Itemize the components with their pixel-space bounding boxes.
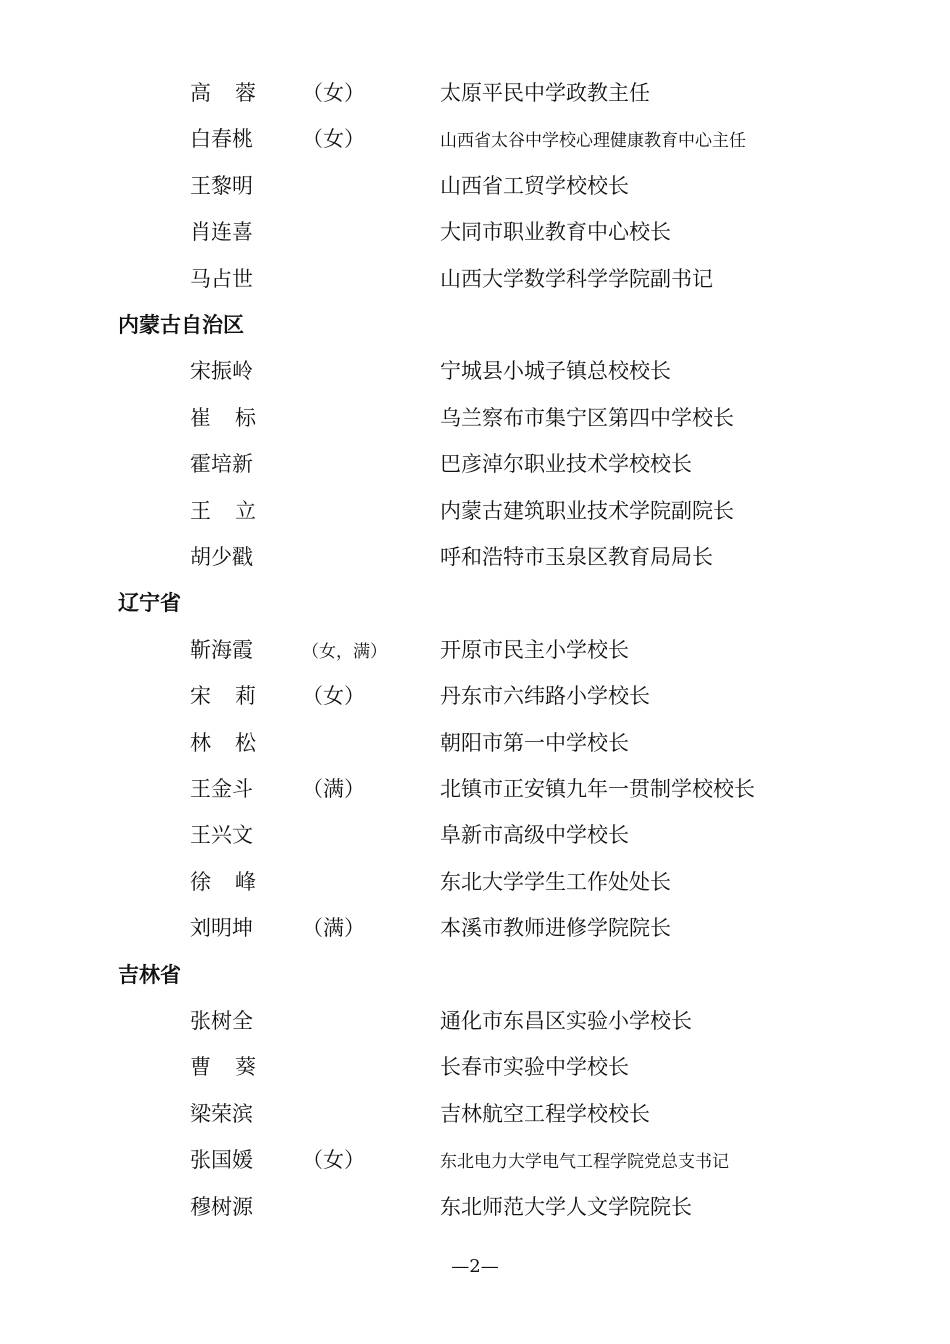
person-row <box>0 403 950 443</box>
person-row <box>0 449 950 489</box>
person-note: （女） <box>302 1148 365 1173</box>
person-row <box>0 1052 950 1092</box>
province-heading: 辽宁省 <box>118 591 181 616</box>
person-name: 肖连喜 <box>190 220 253 245</box>
person-title: 北镇市正安镇九年一贯制学校校长 <box>440 777 755 801</box>
person-row <box>0 217 950 257</box>
person-name: 高蓉 <box>190 81 256 105</box>
person-title: 长春市实验中学校长 <box>440 1055 629 1080</box>
person-name: 宋振岭 <box>190 359 253 384</box>
person-title: 丹东市六纬路小学校长 <box>440 684 650 709</box>
person-note: （女） <box>302 684 365 709</box>
person-title: 山西省工贸学校校长 <box>440 173 629 198</box>
person-name: 靳海霞 <box>190 637 253 662</box>
person-title: 开原市民主小学校长 <box>440 637 629 662</box>
person-title: 呼和浩特市玉泉区教育局局长 <box>440 545 713 569</box>
person-title: 内蒙古建筑职业技术学院副院长 <box>440 498 734 523</box>
person-row <box>0 1192 950 1232</box>
person-name: 王金斗 <box>190 777 253 801</box>
person-note: （满） <box>302 916 365 941</box>
person-row <box>0 496 950 536</box>
person-title: 通化市东昌区实验小学校长 <box>440 1009 692 1033</box>
person-note: （女） <box>302 81 365 105</box>
person-name: 刘明坤 <box>190 916 253 941</box>
province-heading: 吉林省 <box>118 962 181 987</box>
person-row <box>0 78 950 118</box>
person-name: 曹葵 <box>190 1055 256 1080</box>
person-title: 大同市职业教育中心校长 <box>440 220 671 245</box>
person-row <box>0 728 950 768</box>
person-row <box>0 867 950 907</box>
person-title: 乌兰察布市集宁区第四中学校长 <box>440 405 734 430</box>
person-row <box>0 635 950 675</box>
person-title: 巴彦淖尔职业技术学校校长 <box>440 452 692 477</box>
person-title: 阜新市高级中学校长 <box>440 823 629 848</box>
person-title: 朝阳市第一中学校长 <box>440 730 629 755</box>
person-row <box>0 820 950 860</box>
person-row <box>0 264 950 304</box>
person-title: 东北电力大学电气工程学院党总支书记 <box>440 1152 729 1173</box>
person-title: 本溪市教师进修学院院长 <box>440 916 671 941</box>
person-note: （女） <box>302 127 365 152</box>
person-note: （女，满） <box>302 641 387 662</box>
person-name: 林松 <box>190 730 256 755</box>
province-heading: 内蒙古自治区 <box>118 313 244 337</box>
person-name: 白春桃 <box>190 127 253 152</box>
person-row <box>0 774 950 814</box>
person-name: 马占世 <box>190 266 253 291</box>
person-title: 宁城县小城子镇总校校长 <box>440 359 671 384</box>
person-name: 张国媛 <box>190 1148 253 1173</box>
person-name: 胡少戳 <box>190 545 253 569</box>
person-name: 崔标 <box>190 405 256 430</box>
person-title: 山西大学数学科学学院副书记 <box>440 266 713 291</box>
person-title: 吉林航空工程学校校长 <box>440 1101 650 1126</box>
person-name: 王黎明 <box>190 173 253 198</box>
person-row <box>0 1145 950 1185</box>
person-note: （满） <box>302 777 365 801</box>
person-title: 东北师范大学人文学院院长 <box>440 1194 692 1219</box>
person-row <box>0 542 950 582</box>
page-number: —2— <box>451 1256 499 1277</box>
person-title: 东北大学学生工作处处长 <box>440 869 671 894</box>
person-row <box>0 171 950 211</box>
person-row <box>0 913 950 953</box>
person-row <box>0 1099 950 1139</box>
person-name: 张树全 <box>190 1009 253 1033</box>
person-row <box>0 124 950 164</box>
person-name: 梁荣滨 <box>190 1101 253 1126</box>
person-name: 王兴文 <box>190 823 253 848</box>
person-name: 穆树源 <box>190 1194 253 1219</box>
person-name: 霍培新 <box>190 452 253 477</box>
person-row <box>0 681 950 721</box>
person-name: 王立 <box>190 498 256 523</box>
person-title: 太原平民中学政教主任 <box>440 81 650 105</box>
person-name: 徐峰 <box>190 869 256 894</box>
person-row <box>0 356 950 396</box>
person-row <box>0 1006 950 1046</box>
person-name: 宋莉 <box>190 684 256 709</box>
person-title: 山西省太谷中学校心理健康教育中心主任 <box>440 131 746 152</box>
